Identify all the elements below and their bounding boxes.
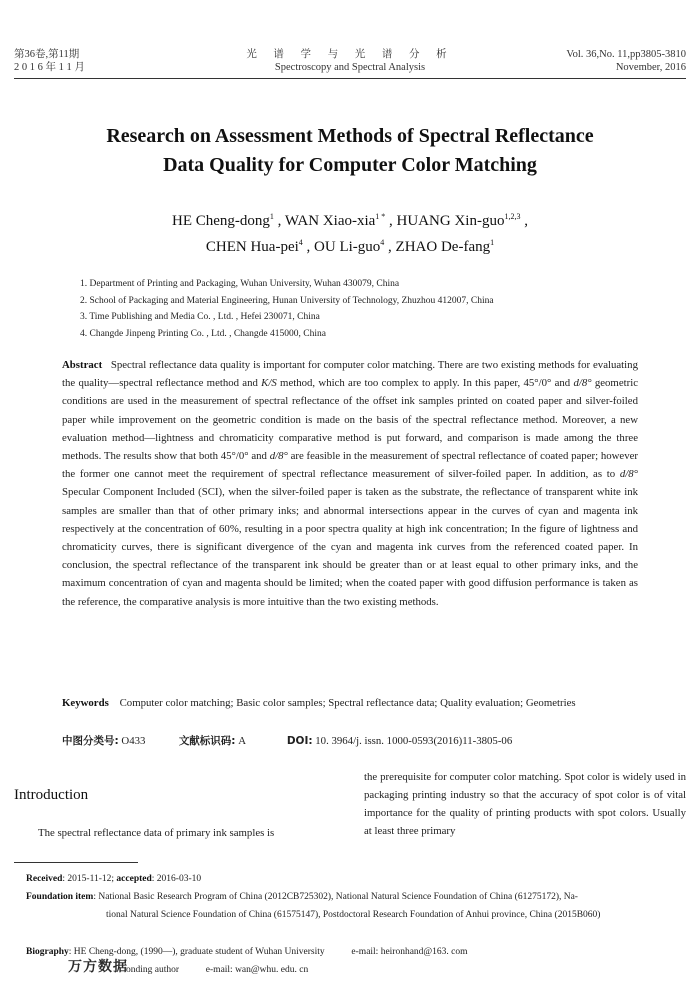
volume-line: 第36卷,第11期 bbox=[14, 49, 80, 60]
title-line-2: Data Quality for Computer Color Matching bbox=[163, 154, 537, 176]
abstract-d8-c: d/8° bbox=[619, 468, 639, 481]
received-date: : 2015-11-12; bbox=[62, 874, 115, 884]
author-line-1 bbox=[40, 206, 660, 232]
corresponding-email: e-mail: wan@whu. edu. cn bbox=[205, 965, 309, 975]
abstract-d8-b: d/8° bbox=[269, 450, 288, 463]
doi-value: 10. 3964/j. issn. 1000-0593(2016)11-3805-06 bbox=[315, 735, 513, 747]
header-rule bbox=[14, 78, 686, 79]
author-6-affil: 1 bbox=[490, 238, 495, 247]
foundation-rest: tional Natural Science Foundation of China (61575147), Postdoctoral Research Foundation of Anhui province, China (2015B060) bbox=[106, 910, 601, 921]
keywords-text: Computer color matching; Basic color samples; Spectral reflectance data; Quality evaluation; Geometries bbox=[119, 697, 576, 709]
author-3: HUANG Xin-guo bbox=[396, 213, 505, 229]
author-4: CHEN Hua-pei bbox=[205, 239, 299, 255]
clc-value: O433 bbox=[121, 735, 146, 747]
clc-label: 中图分类号: bbox=[62, 735, 119, 747]
paper-title bbox=[40, 122, 660, 180]
vol-pages-line: Vol. 36,No. 11,pp3805-3810 bbox=[566, 49, 686, 60]
abstract-d8-a: d/8° bbox=[573, 377, 592, 390]
affiliation-4: 4. Changde Jinpeng Printing Co. , Ltd. , Changde 415000, China bbox=[80, 328, 326, 339]
affiliation-1: 1. Department of Printing and Packaging, Wuhan University, Wuhan 430079, China bbox=[80, 279, 400, 289]
footnote-received bbox=[26, 870, 201, 888]
author-5: OU Li-guo bbox=[314, 239, 381, 255]
doc-code-label: 文献标识码: bbox=[178, 735, 236, 747]
author-separator: , bbox=[384, 239, 396, 255]
received-label: Received bbox=[26, 874, 63, 884]
classification-line bbox=[62, 733, 512, 749]
doc-code-value: A bbox=[238, 735, 246, 747]
date-line: 2 0 1 6 年 1 1 月 bbox=[14, 62, 85, 73]
affiliation-2: 2. School of Packaging and Material Engineering, Hunan University of Technology, Zhuzhou 412007, China bbox=[80, 295, 494, 306]
footnote-foundation bbox=[26, 888, 686, 924]
author-2: WAN Xiao-xia bbox=[284, 213, 376, 229]
author-separator: , bbox=[273, 213, 285, 229]
journal-name-en: Spectroscopy and Spectral Analysis bbox=[274, 62, 426, 73]
keywords bbox=[62, 694, 638, 712]
author-separator: , bbox=[520, 213, 528, 229]
author-6: ZHAO De-fang bbox=[395, 239, 491, 255]
affiliation-list bbox=[80, 276, 494, 342]
footnote-rule bbox=[14, 862, 138, 863]
intro-right-column: the prerequisite for computer color matching. Spot color is widely used in packaging printing industry so that the accuracy of spot color is of vital importance for the quality of printing products with spot colors. Usually at least three primary bbox=[364, 771, 686, 837]
accepted-label: accepted bbox=[116, 874, 152, 884]
corresponding-text: onding author bbox=[126, 965, 180, 975]
foundation-label: Foundation item bbox=[26, 892, 94, 902]
wanfang-watermark: 万方数据 bbox=[68, 959, 128, 975]
affiliation-3: 3. Time Publishing and Media Co. , Ltd. , Hefei 230071, China bbox=[80, 312, 320, 322]
journal-pages bbox=[566, 48, 686, 74]
author-line-2 bbox=[40, 232, 660, 258]
abstract-text-3: geometric conditions are used in the measurement of spectral reflectance of the offset ink samples printed on coated paper and silver-foiled paper while improvement on the geometric condition is made on the basis of the spectral reflectance method. Moreover, a new evaluation method—lightness and chromaticity comparative method is put forward, and comparison is made among the three methods. The results show that both 45°/0° and bbox=[62, 377, 638, 463]
author-3-affil: 1,2,3 bbox=[504, 212, 521, 221]
author-4-affil: 4 bbox=[298, 238, 303, 247]
author-2-affil: 1 * bbox=[375, 212, 386, 221]
biography-label: Biography bbox=[26, 947, 69, 957]
author-list bbox=[40, 206, 660, 258]
abstract-text-5: Specular Component Included (SCI), when the silver-foiled paper is taken as the substrate, the reflectance of transparent white ink samples are smaller than that of other primary inks; and abnormal intersections appear in the curves of cyan and magenta ink respectively at the concentration of 60%, resulting in a poor spectra quality at high ink concentration; In the figure of lightness and chromaticity curves, there is significant divergence of the cyan and magenta ink curves from the referenced coated paper. In conclusion, the spectral reflectance of the transparent ink should be greater than or at least equal to other primary inks, and the maximum concentration of cyan and magenta should be limited; when the coated paper with good diffusion performance is taken as the reference, the comparative analysis is more intuitive than the two existing methods. bbox=[62, 486, 638, 608]
author-1: HE Cheng-dong bbox=[172, 213, 270, 229]
keywords-label: Keywords bbox=[62, 697, 109, 709]
foundation-line-1: : National Basic Research Program of China (2012CB725302), National Natural Science Foundation of China (61275172), Na- bbox=[93, 892, 578, 902]
month-year-line: November, 2016 bbox=[615, 62, 686, 73]
author-5-affil: 4 bbox=[380, 238, 385, 247]
abstract-ks: K/S bbox=[261, 377, 277, 390]
accepted-date: : 2016-03-10 bbox=[151, 874, 202, 884]
abstract-text-1: Spectral reflectance data quality is important for computer color matching. There are two existing methods for evaluating the quality—spectral reflectance method and bbox=[62, 359, 638, 390]
biography-text: : HE Cheng-dong, (1990—), graduate student of Wuhan University bbox=[68, 947, 325, 957]
abstract-text-4: are feasible in the measurement of spectral reflectance of coated paper; however the former one cannot meet the requirement of spectral reflectance measurement of silver-foiled paper. In addition, as to bbox=[62, 450, 639, 481]
introduction-heading: Introduction bbox=[14, 787, 89, 803]
author-separator: , bbox=[385, 213, 397, 229]
abstract-label: Abstract bbox=[62, 359, 103, 371]
title-line-1: Research on Assessment Methods of Spectral Reflectance bbox=[106, 125, 594, 147]
intro-left-column: The spectral reflectance data of primary ink samples is bbox=[38, 827, 275, 839]
author-separator: , bbox=[302, 239, 315, 255]
author-1-affil: 1 bbox=[269, 212, 274, 221]
journal-name-cn: 光 谱 学 与 光 谱 分 析 bbox=[246, 49, 454, 60]
doi-label: DOI: bbox=[286, 735, 313, 747]
biography-email: e-mail: heironhand@163. com bbox=[351, 947, 468, 957]
abstract bbox=[62, 356, 638, 611]
abstract-text-2: method, which are too complex to apply. In this paper, 45°/0° and bbox=[280, 377, 571, 390]
